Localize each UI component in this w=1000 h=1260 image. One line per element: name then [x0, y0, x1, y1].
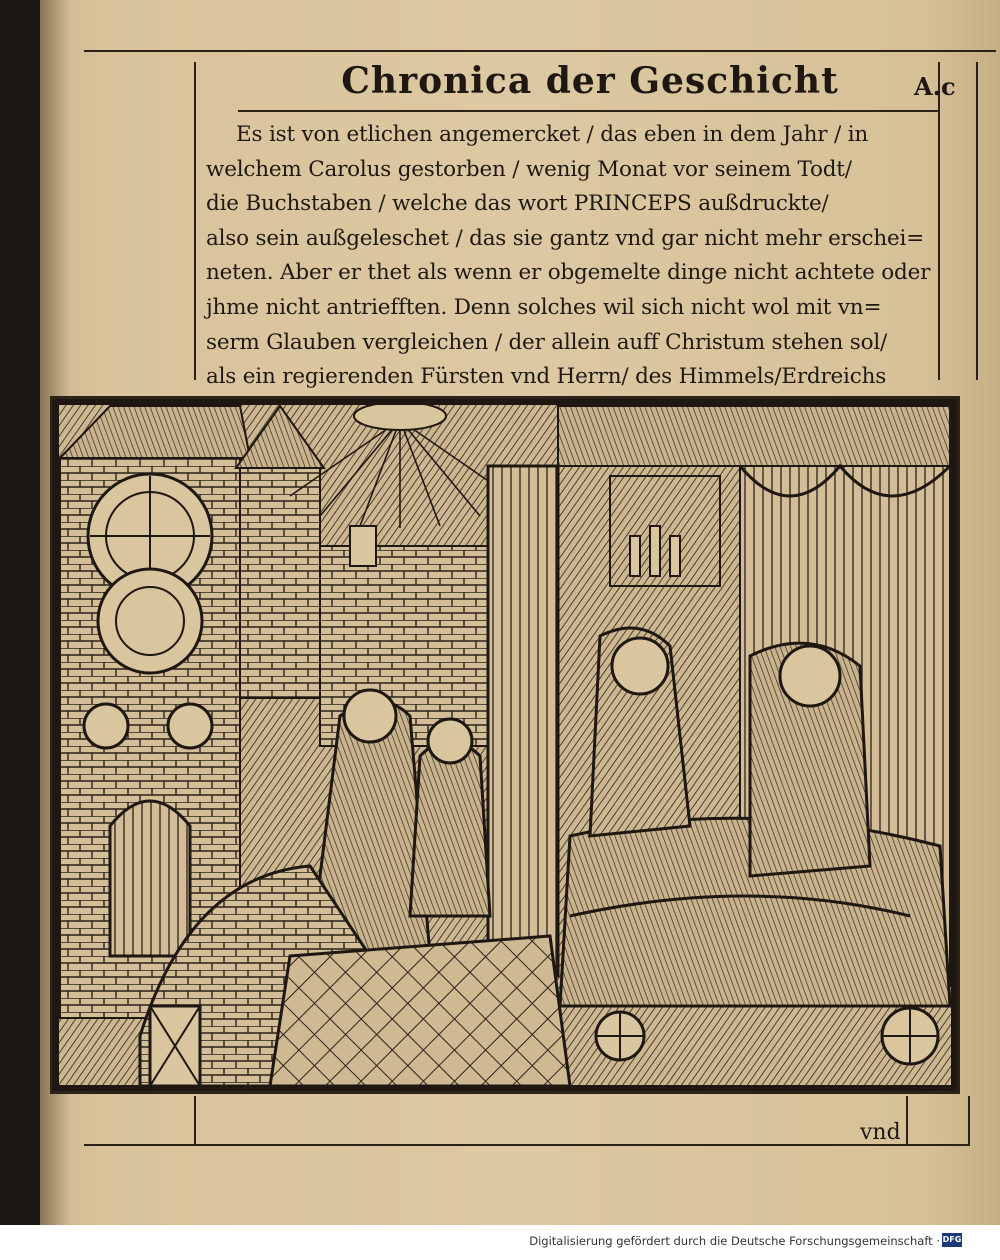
top-rule	[84, 50, 996, 52]
text-line: neten. Aber er thet als wenn er obgemelte dinge nicht achtete oder	[206, 260, 931, 286]
woodcut-illustration	[50, 396, 960, 1094]
running-head: Chronica der Geschicht	[341, 60, 839, 102]
text-line: serm Glauben vergleichen / der allein auff Christum stehen sol/	[206, 329, 888, 355]
lower-outer-rule	[968, 1096, 970, 1146]
text-line: Es ist von etlichen angemercket / das eben in dem Jahr / in	[236, 122, 869, 147]
folio-signature: A.c	[914, 72, 956, 101]
bottom-rule	[84, 1144, 970, 1146]
lower-frame-left-rule	[194, 1096, 196, 1146]
dfg-logo: DFG	[942, 1233, 962, 1247]
lower-frame-right-rule	[906, 1096, 908, 1146]
text-line: als ein regierenden Fürsten vnd Herrn/ des Himmels/Erdreichs	[206, 364, 887, 390]
text-frame-right-rule	[938, 62, 940, 380]
head-underline	[238, 110, 938, 112]
text-line: jhme nicht antriefften. Denn solches wil sich nicht wol mit vn=	[206, 294, 882, 320]
woodcut-drawing	[50, 396, 960, 1094]
body-text	[206, 118, 931, 395]
text-line: die Buchstaben / welche das wort PRINCEPS außdruckte/	[206, 191, 829, 217]
text-line: also sein außgeleschet / das sie gantz vnd gar nicht mehr erschei=	[206, 225, 925, 251]
catchword: vnd	[860, 1120, 901, 1145]
digitization-credit: Digitalisierung gefördert durch die Deutsche Forschungsgemeinschaft ·	[529, 1234, 940, 1248]
text-frame-left-rule	[194, 62, 196, 380]
outer-frame-right-rule	[976, 62, 978, 380]
text-line: welchem Carolus gestorben / wenig Monat vor seinem Todt/	[206, 156, 852, 182]
